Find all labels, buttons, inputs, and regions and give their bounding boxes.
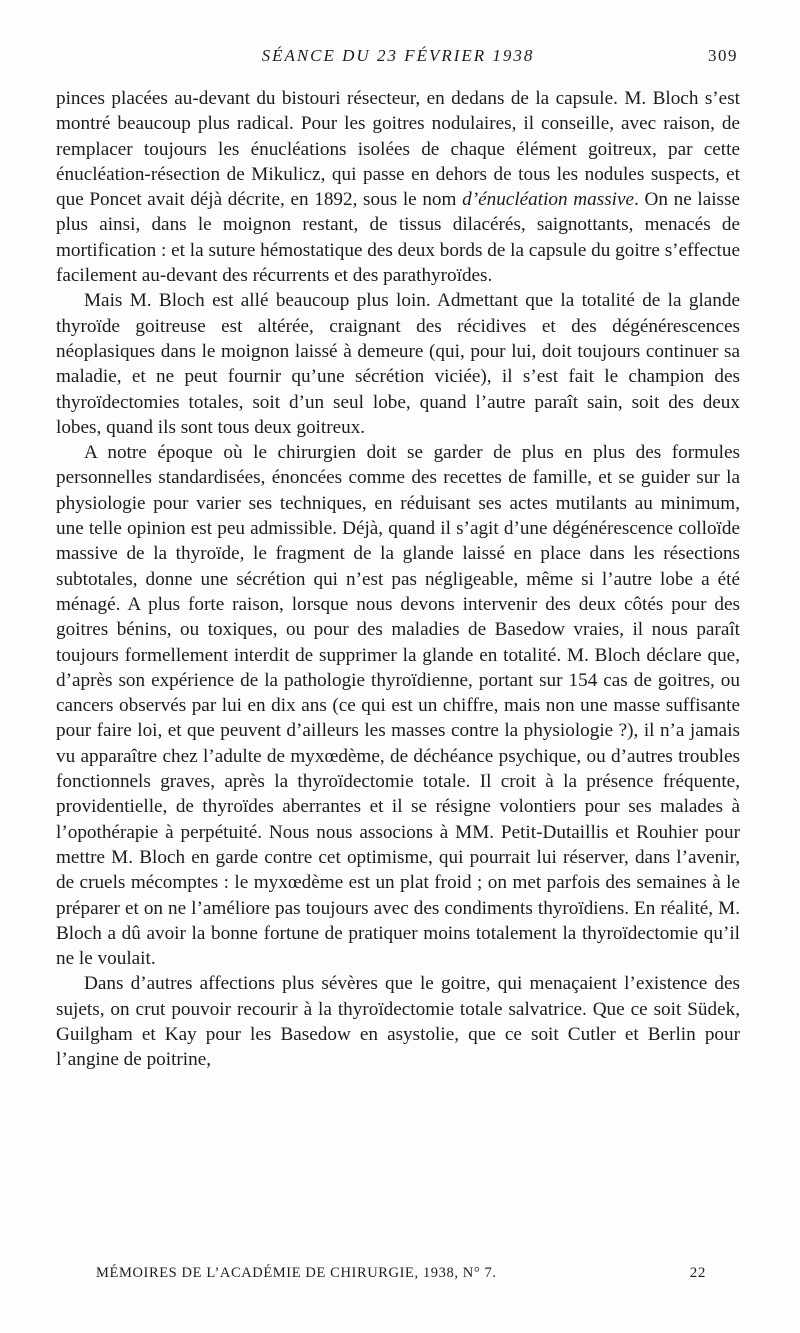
italic-term: d’énucléation massive: [462, 189, 635, 211]
paragraph-1: [56, 86, 740, 288]
page-footer: [96, 1265, 706, 1287]
sheet-number: 22: [689, 1265, 706, 1281]
page-number: 309: [708, 46, 738, 65]
paragraph-2: Mais M. Bloch est allé beaucoup plus loin. Admettant que la totalité de la glande thyroïde goitreuse est altérée, craignant des récidives et des dégénérescences néoplasiques dans le moignon laissé à demeure (qui, pour lui, doit toujours continuer sa maladie, et ne peut fournir qu’une sécrétion viciée), il s’est fait le champion des thyroïdectomies totales, soit d’un seul lobe, quand l’autre paraît sain, soit des deux lobes, quand ils sont tous deux goitreux.: [56, 290, 740, 438]
running-title: SÉANCE DU 23 FÉVRIER 1938: [261, 46, 535, 65]
paragraph-4: Dans d’autres affections plus sévères que le goitre, qui menaçaient l’existence des sujets, on crut pouvoir recourir à la thyroïdectomie totale salvatrice. Que ce soit Südek, Guilgham et Kay pour les Basedow en asystolie, que ce soit Cutler et Berlin pour l’angine de poitrine,: [56, 973, 740, 1071]
page-header: [58, 46, 738, 70]
paragraph-1-text-before: pinces placées au-devant du bistouri résecteur, en dedans de la capsule. M. Bloch s’est montré beaucoup plus radical. Pour les goitres nodulaires, il conseille, avec raison, de remplacer toujours les énucléations isolées de chaque élément goitreux, par cette énucléation-résection de Mikulicz, qui passe en dehors de tous les nodules suspects, et que Poncet avait déjà décrite, en 1892, sous le nom: [56, 88, 740, 211]
article-body: [56, 86, 740, 1073]
journal-citation: MÉMOIRES DE L’ACADÉMIE DE CHIRURGIE, 1938, N° 7.: [96, 1265, 497, 1281]
paragraph-3: A notre époque où le chirurgien doit se garder de plus en plus des formules personnelles standardisées, énoncées comme des recettes de famille, et se guider sur la physiologie pour varier ses techniques, en réduisant ses actes mutilants au minimum, une telle opinion est peu admissible. Déjà, quand il s’agit d’une dégénérescence colloïde massive de la thyroïde, le fragment de la glande laissé en place dans les résections subtotales, donne une sécrétion qui n’est pas négligeable, même si l’autre lobe a été ménagé. A plus forte raison, lorsque nous devons intervenir des deux côtés pour des goitres bénins, ou toxiques, ou pour des maladies de Basedow vraies, il nous paraît toujours formellement interdit de supprimer la glande en totalité. M. Bloch déclare que, d’après son expérience de la pathologie thyroïdienne, portant sur 154 cas de goitres, ou cancers observés par lui en dix ans (ce qui est un chiffre, mais non une masse suffisante pour faire loi, et que peuvent d’ailleurs les masses contre la physiologie ?), il n’a jamais vu apparaître chez l’adulte de myxœdème, de déchéance psychique, ou d’autres troubles fonctionnels graves, après la thyroïdectomie totale. Il croit à la présence fréquente, providentielle, de thyroïdes aberrantes et il se résigne volontiers pour ses malades à l’opothérapie à perpétuité. Nous nous associons à MM. Petit-Dutaillis et Rouhier pour mettre M. Bloch en garde contre cet optimisme, qui pourrait lui réserver, dans l’avenir, de cruels mécomptes : le myxœdème est un plat froid ; on met parfois des semaines à le préparer et on ne l’améliore pas toujours avec des condiments thyroïdiens. En réalité, M. Bloch a dû avoir la bonne fortune de pratiquer moins totalement la thyroïdectomie qu’il ne le voulait.: [56, 442, 740, 970]
paragraph-1-text-after: . On ne laisse plus ainsi, dans le moignon restant, de tissus dilacérés, saignottants, menacés de mortification : et la suture hémostatique des deux bords de la capsule du goitre s’effectue facilement au-devant des récurrents et des parathyroïdes.: [56, 189, 740, 287]
